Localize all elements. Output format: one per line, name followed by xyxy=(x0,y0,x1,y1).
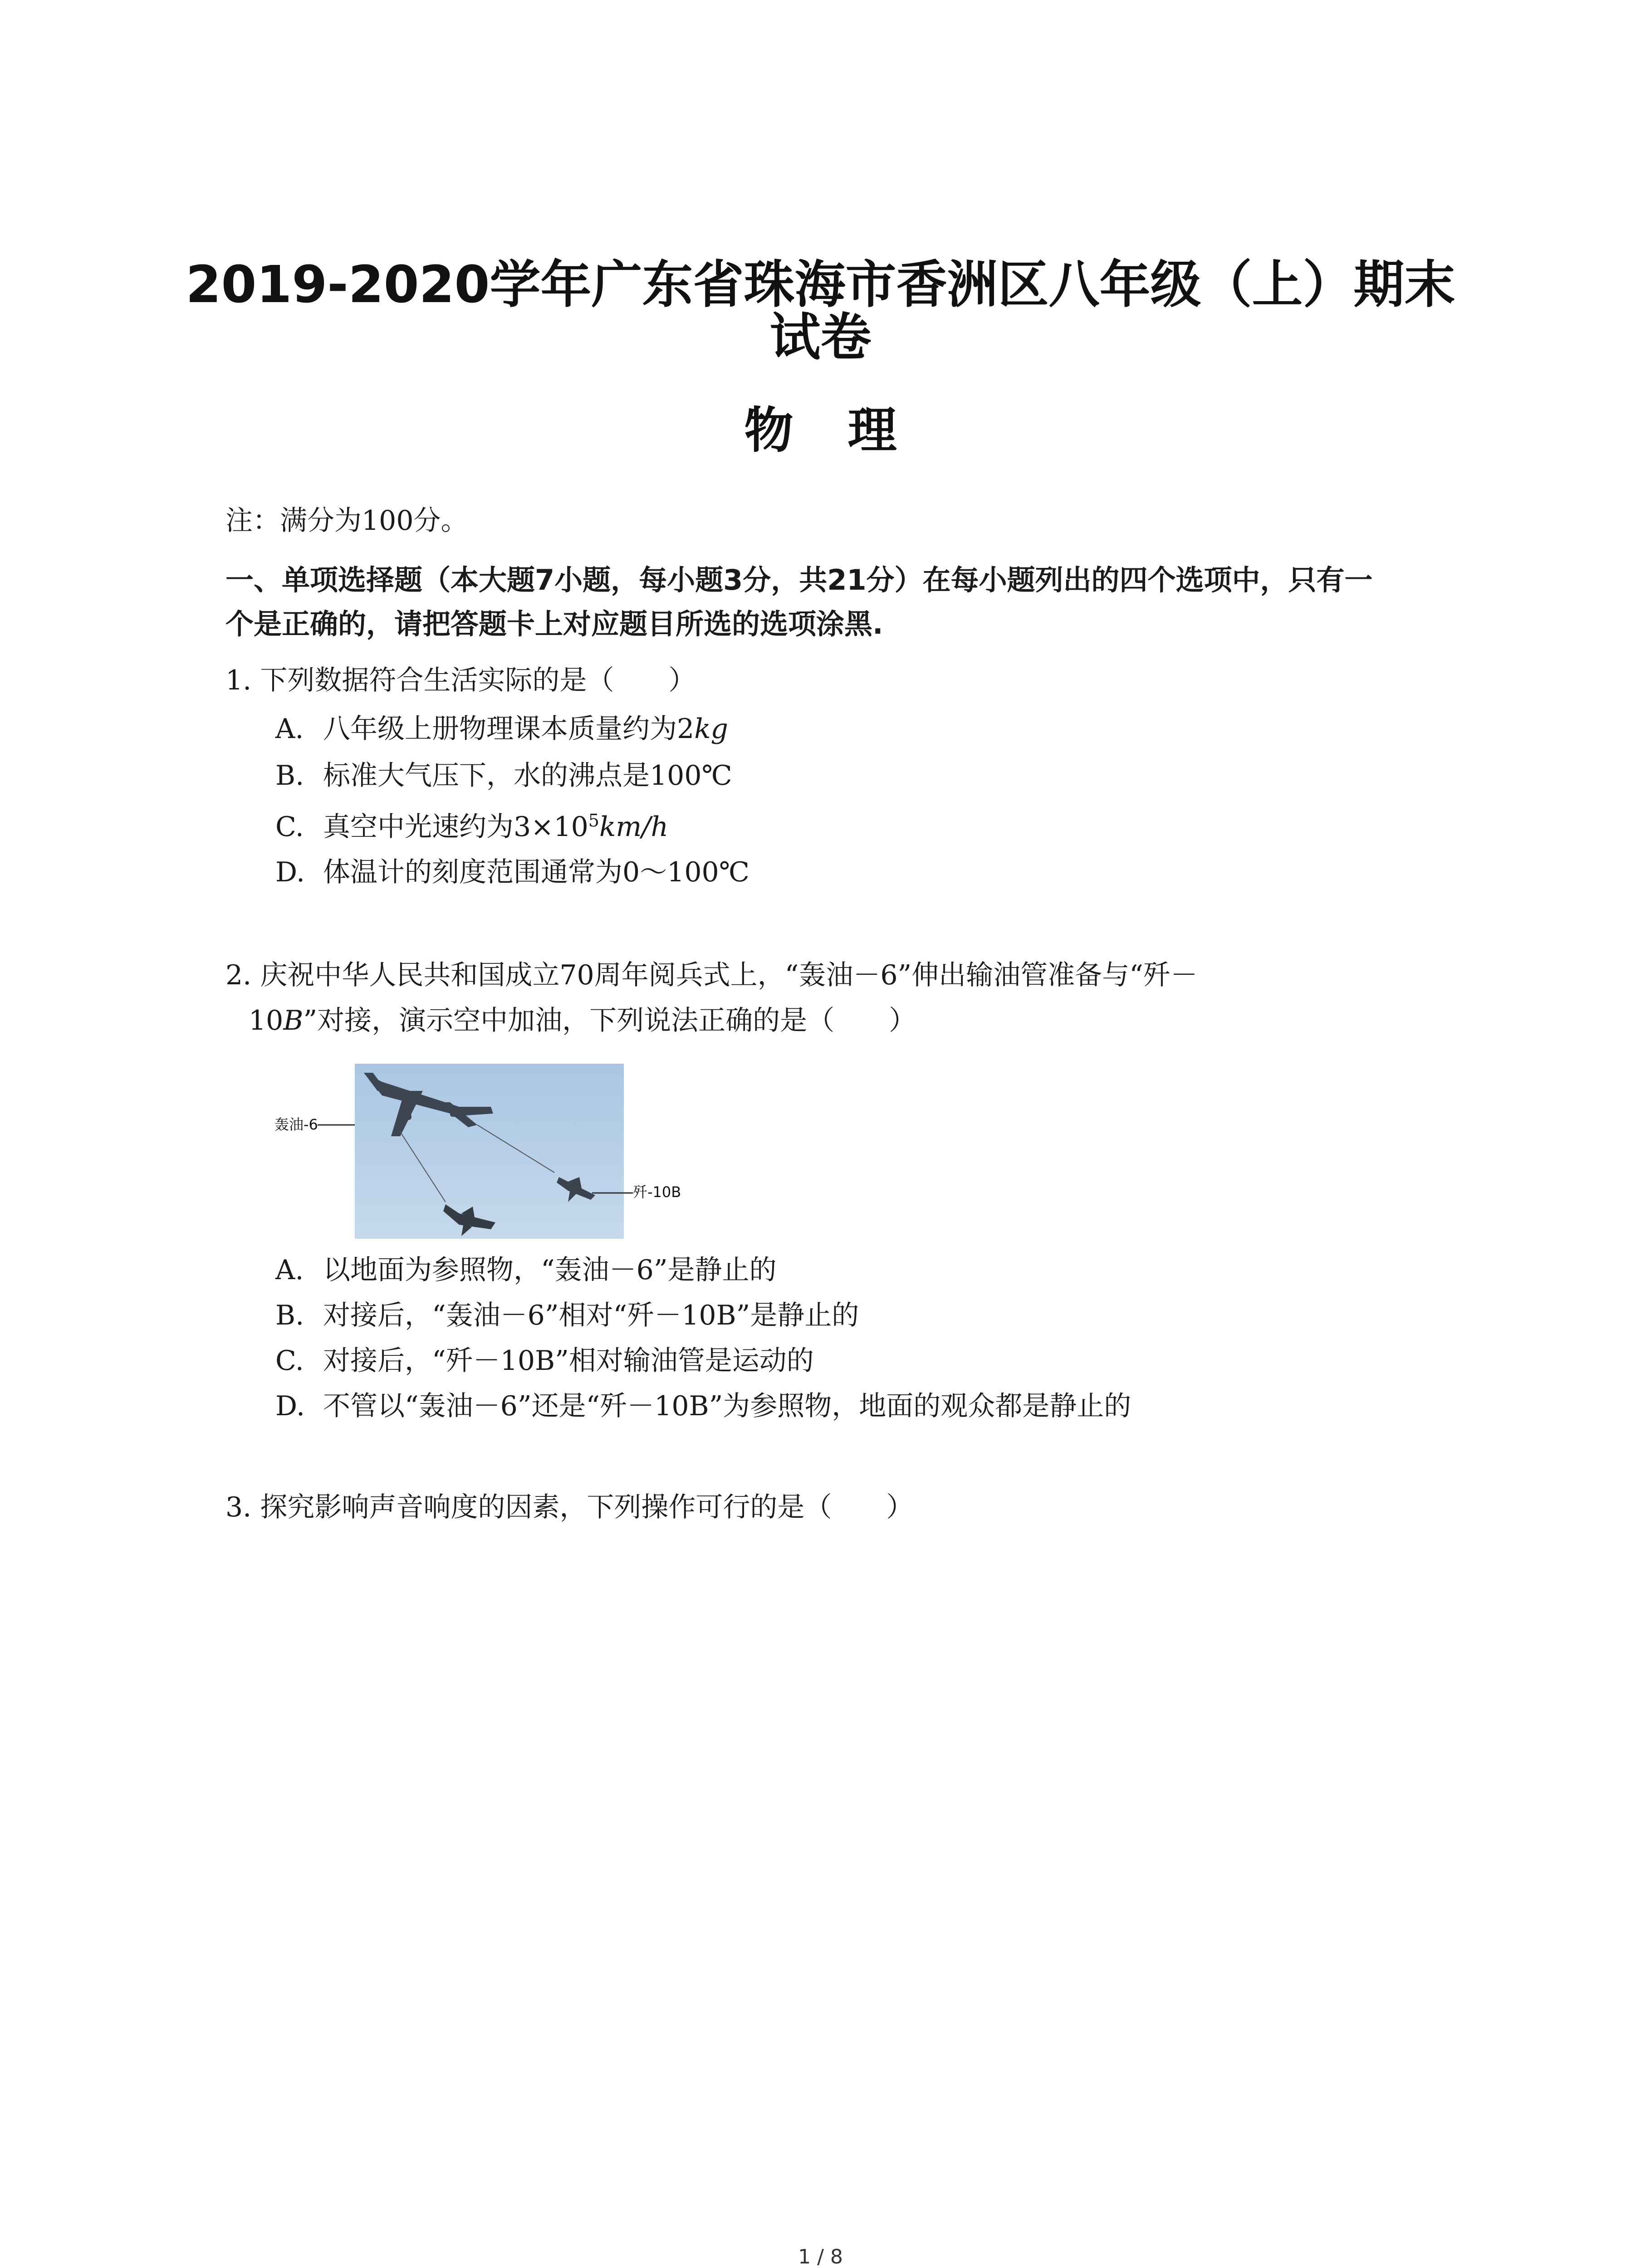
question-2-stem-line1: 2. 庆祝中华人民共和国成立70周年阅兵式上，“轰油－6”伸出输油管准备与“歼－ xyxy=(225,959,1198,991)
question-1-stem: 1. 下列数据符合生活实际的是（ ） xyxy=(225,665,696,696)
score-note: 注：满分为100分。 xyxy=(225,505,468,537)
question-2-stem-line2 xyxy=(249,1007,916,1034)
exam-title-line1: 2019-2020学年广东省珠海市香洲区八年级（上）期末 xyxy=(186,255,1455,314)
option-letter: B. xyxy=(275,760,304,792)
question-3-stem: 3. 探究影响声音响度的因素，下列操作可行的是（ ） xyxy=(225,1491,914,1523)
option-superscript: 5 xyxy=(588,811,599,831)
question-1-option-d xyxy=(275,856,749,888)
option-unit: kg xyxy=(694,713,728,745)
option-letter: C. xyxy=(275,811,304,843)
question-1-option-a xyxy=(275,715,728,743)
aerial-refueling-image xyxy=(355,1064,624,1239)
option-text: 八年级上册物理课本质量约为2 xyxy=(323,713,695,745)
figure-label-fighter: 歼-10B xyxy=(633,1183,681,1201)
option-text: 对接后，“轰油－6”相对“歼－10B”是静止的 xyxy=(323,1300,859,1331)
option-text: 不管以“轰油－6”还是“歼－10B”为参照物，地面的观众都是静止的 xyxy=(323,1390,1132,1422)
option-letter: D. xyxy=(275,1390,305,1422)
option-unit: km/h xyxy=(599,811,669,843)
option-text: 以地面为参照物，“轰油－6”是静止的 xyxy=(323,1254,777,1286)
option-letter: A. xyxy=(275,713,304,745)
stem-number: 10 xyxy=(249,1005,284,1036)
stem-text: ”对接，演示空中加油，下列说法正确的是（ ） xyxy=(303,1005,916,1036)
option-text: 标准大气压下，水的沸点是100℃ xyxy=(323,760,732,792)
option-text: 体温计的刻度范围通常为0～100℃ xyxy=(323,856,749,888)
figure-label-tanker: 轰油-6 xyxy=(274,1116,318,1133)
question-1-option-b xyxy=(275,760,732,792)
option-letter: A. xyxy=(275,1254,304,1286)
page-number: 1 / 8 xyxy=(798,2245,843,2268)
question-1-option-c xyxy=(275,812,668,841)
option-text: 真空中光速约为3×10 xyxy=(323,811,588,843)
option-letter: D. xyxy=(275,856,305,888)
subject-heading: 物理 xyxy=(744,402,951,459)
section1-heading-line1: 一、单项选择题（本大题7小题，每小题3分，共21分）在每小题列出的四个选项中，只有一 xyxy=(225,563,1373,596)
figure-leader-line-fighter xyxy=(592,1191,633,1195)
question-2-option-a xyxy=(275,1256,777,1284)
option-letter: B. xyxy=(275,1300,304,1331)
option-text: 对接后，“歼－10B”相对输油管是运动的 xyxy=(323,1345,814,1377)
question-2-option-c xyxy=(275,1345,814,1377)
question-2-option-b xyxy=(275,1302,859,1329)
question-2-option-d xyxy=(275,1390,1132,1422)
stem-variable: B xyxy=(283,1005,304,1036)
aerial-refueling-photo xyxy=(355,1064,624,1239)
option-letter: C. xyxy=(275,1345,304,1377)
section1-heading-line2: 个是正确的，请把答题卡上对应题目所选的选项涂黑. xyxy=(225,607,883,640)
exam-title-line2: 试卷 xyxy=(769,308,872,367)
